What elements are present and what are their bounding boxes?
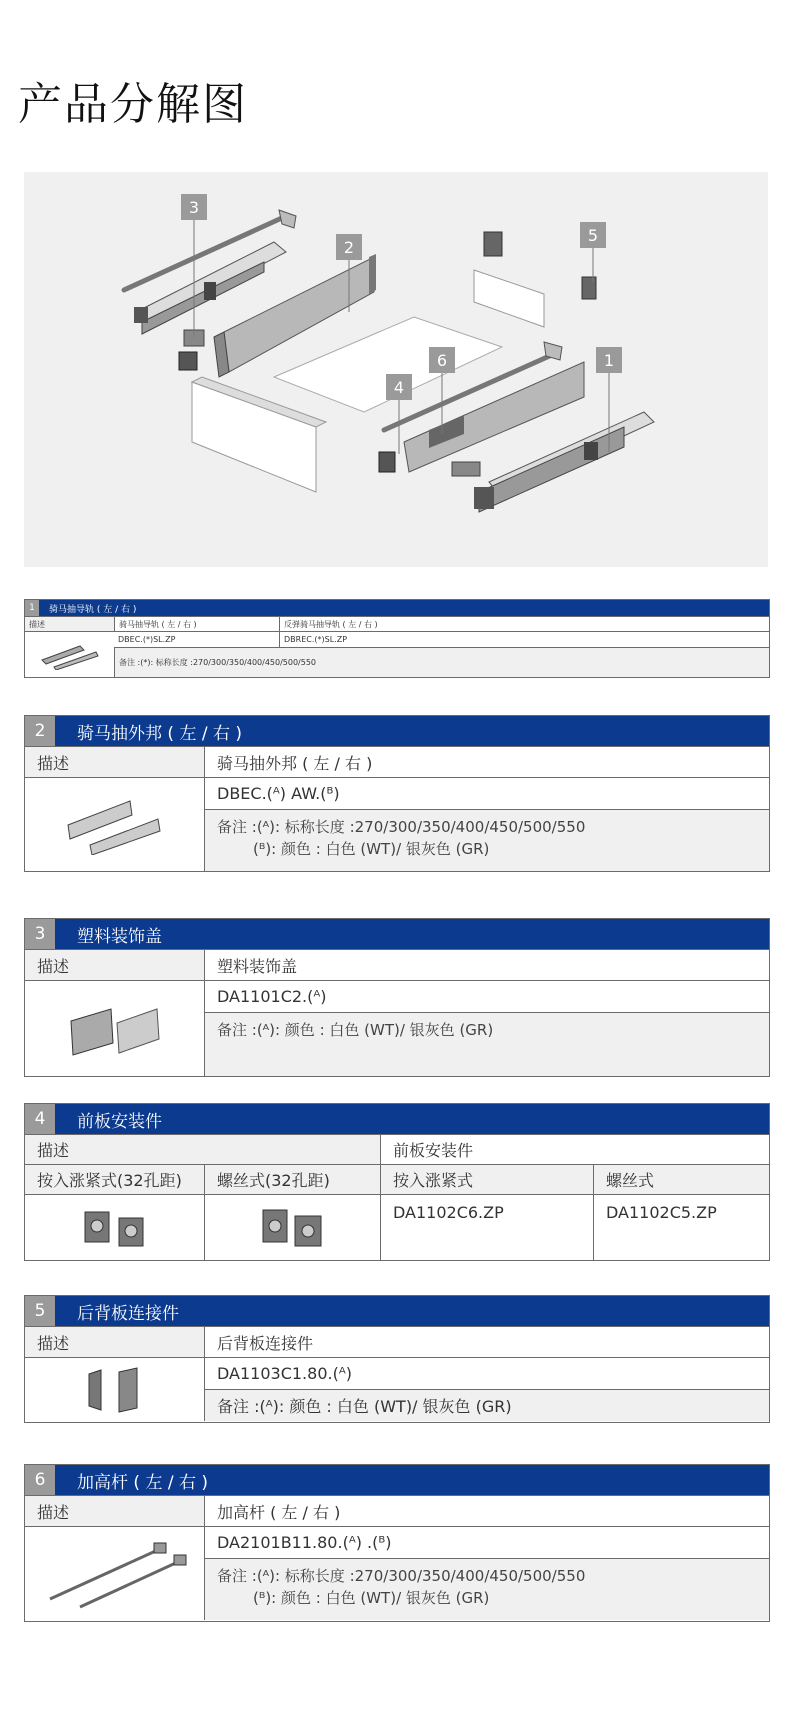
table-2-name: 骑马抽外邦 ( 左 / 右 ) — [204, 747, 769, 777]
back-panel — [474, 270, 544, 327]
table-6-number: 6 — [25, 1465, 55, 1495]
table-2-note-a: 备注 :(ᴬ): 标称长度 :270/300/350/400/450/500/550 — [217, 818, 586, 836]
callout-2-label: 2 — [343, 238, 355, 257]
table-6-code: DA2101B11.80.(ᴬ) .(ᴮ) — [217, 1533, 392, 1552]
table-6-name: 加高杆 ( 左 / 右 ) — [204, 1496, 769, 1526]
page-title: 产品分解图 — [18, 79, 248, 130]
table-3-title: 塑料装饰盖 — [77, 926, 162, 947]
table-4-code2: DA1102C5.ZP — [593, 1195, 769, 1260]
table-4-sub3: 按入涨紧式 — [380, 1165, 593, 1194]
table-5-note: 备注 :(ᴬ): 颜色 : 白色 (WT)/ 银灰色 (GR) — [205, 1389, 769, 1421]
table-4-title: 前板安装件 — [77, 1111, 162, 1132]
table-2-note-b: (ᴮ): 颜色 : 白色 (WT)/ 银灰色 (GR) — [253, 840, 490, 858]
exploded-diagram — [24, 172, 768, 567]
spec-table-2 — [24, 715, 770, 872]
callout-3-label: 3 — [188, 198, 200, 217]
table-1-image — [25, 632, 114, 677]
spec-table-5 — [24, 1295, 770, 1423]
table-3-name: 塑料装饰盖 — [204, 950, 769, 980]
table-1-col1-name: 骑马抽导轨 ( 左 / 右 ) — [114, 617, 279, 631]
table-2-image — [25, 778, 204, 871]
table-3-number: 3 — [25, 919, 55, 949]
table-3-describe: 描述 — [25, 950, 204, 980]
spec-table-1 — [24, 599, 770, 678]
table-5-title: 后背板连接件 — [77, 1303, 179, 1324]
table-5-code: DA1103C1.80.(ᴬ) — [217, 1364, 352, 1383]
callout-5-label: 5 — [587, 226, 599, 245]
table-1-describe: 描述 — [25, 617, 114, 631]
spec-table-6 — [24, 1464, 770, 1622]
table-5-describe: 描述 — [25, 1327, 204, 1357]
table-3-image — [25, 981, 204, 1076]
table-4-sub2: 螺丝式(32孔距) — [204, 1165, 380, 1194]
table-6-note-b: (ᴮ): 颜色 : 白色 (WT)/ 银灰色 (GR) — [253, 1589, 490, 1607]
table-4-image-screw — [204, 1195, 380, 1260]
table-2-number: 2 — [25, 716, 55, 746]
table-1-title: 骑马抽导轨 ( 左 / 右 ) — [49, 604, 137, 615]
table-3-note: 备注 :(ᴬ): 颜色 : 白色 (WT)/ 银灰色 (GR) — [217, 1021, 494, 1039]
table-5-name: 后背板连接件 — [204, 1327, 769, 1357]
spec-table-4 — [24, 1103, 770, 1261]
callout-6-label: 6 — [436, 351, 448, 370]
table-6-image — [25, 1527, 204, 1620]
table-4-code1: DA1102C6.ZP — [380, 1195, 593, 1260]
table-4-image-press — [25, 1195, 204, 1260]
table-6-note-a: 备注 :(ᴬ): 标称长度 :270/300/350/400/450/500/550 — [217, 1567, 586, 1585]
table-5-number: 5 — [25, 1296, 55, 1326]
table-4-name: 前板安装件 — [380, 1135, 769, 1164]
callout-1-label: 1 — [603, 351, 615, 370]
table-6-describe: 描述 — [25, 1496, 204, 1526]
table-4-sub1: 按入涨紧式(32孔距) — [25, 1165, 204, 1194]
table-4-number: 4 — [25, 1104, 55, 1134]
table-1-col1-code: DBEC.(*)SL.ZP — [118, 635, 176, 644]
table-1-number: 1 — [25, 600, 39, 616]
table-4-sub4: 螺丝式 — [593, 1165, 769, 1194]
callout-4-label: 4 — [393, 378, 405, 397]
table-2-describe: 描述 — [25, 747, 204, 777]
table-2-code: DBEC.(ᴬ) AW.(ᴮ) — [217, 784, 340, 803]
callout-3 — [181, 194, 207, 337]
callout-5 — [580, 222, 606, 282]
table-5-image — [25, 1358, 204, 1421]
table-4-describe: 描述 — [25, 1135, 380, 1164]
table-2-title: 骑马抽外邦 ( 左 / 右 ) — [77, 723, 243, 744]
table-1-col2-code: DBREC.(*)SL.ZP — [279, 632, 769, 647]
table-6-title: 加高杆 ( 左 / 右 ) — [77, 1472, 209, 1493]
table-3-code: DA1101C2.(ᴬ) — [217, 987, 327, 1006]
table-1-note: 备注 :(*): 标称长度 :270/300/350/400/450/500/550 — [114, 647, 769, 677]
table-1-col2-name: 反弹骑马抽导轨 ( 左 / 右 ) — [279, 617, 769, 631]
spec-table-3 — [24, 918, 770, 1077]
